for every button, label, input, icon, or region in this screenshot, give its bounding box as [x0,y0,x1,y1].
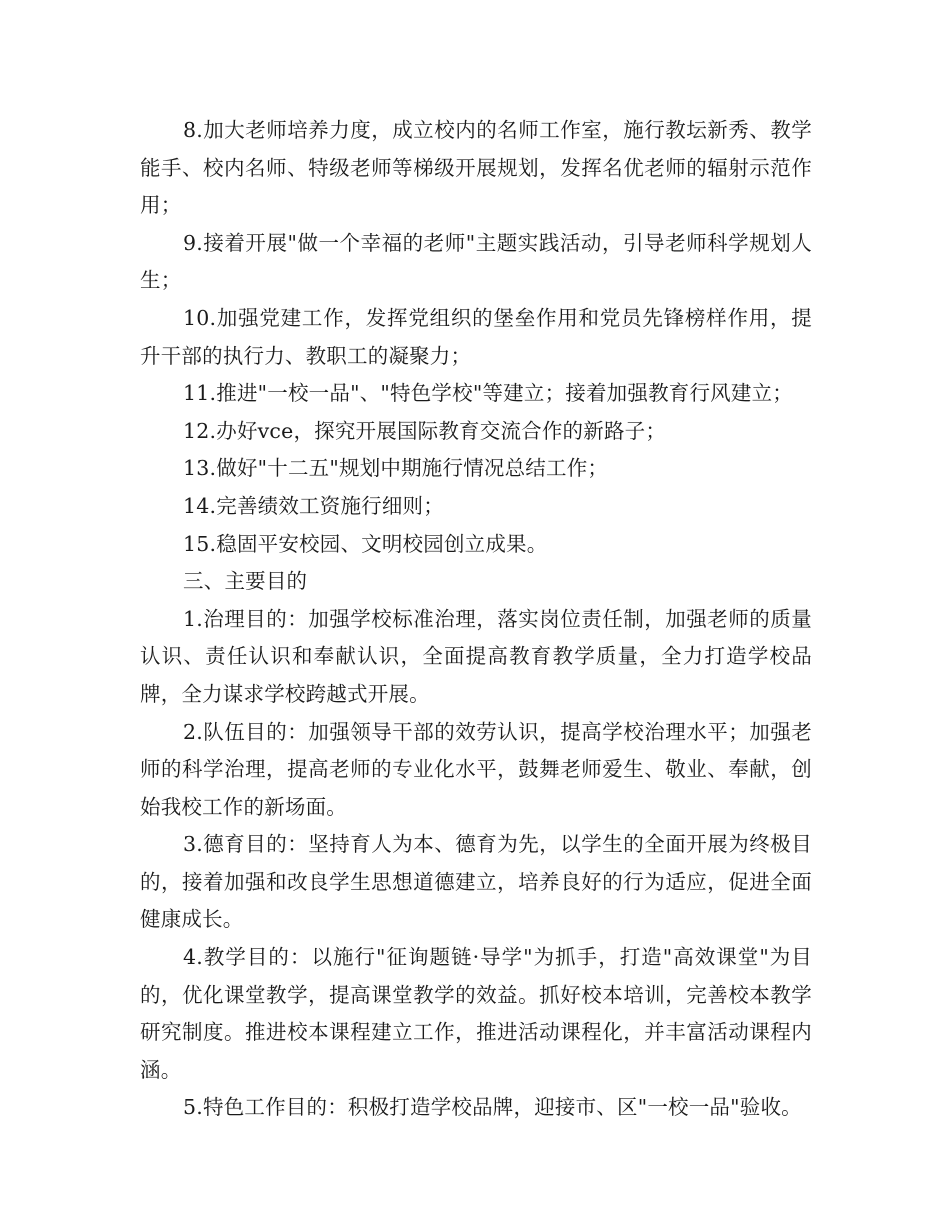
paragraph-item-11: 11.推进"一校一品"、"特色学校"等建立；接着加强教育行风建立； [183,381,793,406]
paragraph-item-9: 9.接着开展"做一个幸福的老师"主题实践活动，引导老师科学规划人生； [140,230,812,293]
goal-moral-education: 3.德育目的：坚持育人为本、德育为先，以学生的全面开展为终极目的，接着加强和改良学生思想道德建立，培养良好的行为适应，促进全面健康成长。 [140,832,812,932]
paragraph-item-10: 10.加强党建工作，发挥党组织的堡垒作用和党员先锋榜样作用，提升干部的执行力、教职工的凝聚力； [140,305,812,368]
paragraph-item-8: 8.加大老师培养力度，成立校内的名师工作室，施行教坛新秀、教学能手、校内名师、特级老师等梯级开展规划，发挥名优老师的辐射示范作用； [140,118,812,218]
paragraph-item-12: 12.办好vce，探究开展国际教育交流合作的新路子； [183,418,667,443]
goal-team: 2.队伍目的：加强领导干部的效劳认识，提高学校治理水平；加强老师的科学治理，提高老师的专业化水平，鼓舞老师爱生、敬业、奉献，创始我校工作的新场面。 [140,719,812,819]
paragraph-item-13: 13.做好"十二五"规划中期施行情况总结工作； [183,456,609,481]
goal-special-work: 5.特色工作目的：积极打造学校品牌，迎接市、区"一校一品"验收。 [183,1095,802,1120]
goal-teaching: 4.教学目的：以施行"征询题链·导学"为抓手，打造"高效课堂"为目的，优化课堂教学，提高课堂教学的效益。抓好校本培训，完善校本教学研究制度。推进校本课程建立工作，推进活动课程化，并丰富活动课程内涵。 [140,945,812,1082]
goal-management: 1.治理目的：加强学校标准治理，落实岗位责任制，加强老师的质量认识、责任认识和奉献认识，全面提高教育教学质量，全力打造学校品牌，全力谋求学校跨越式开展。 [140,606,812,706]
paragraph-item-15: 15.稳固平安校园、文明校园创立成果。 [183,531,548,556]
paragraph-item-14: 14.完善绩效工资施行细则； [183,493,444,518]
section-heading-main-goals: 三、主要目的 [183,569,308,594]
document-page [140,112,812,1127]
